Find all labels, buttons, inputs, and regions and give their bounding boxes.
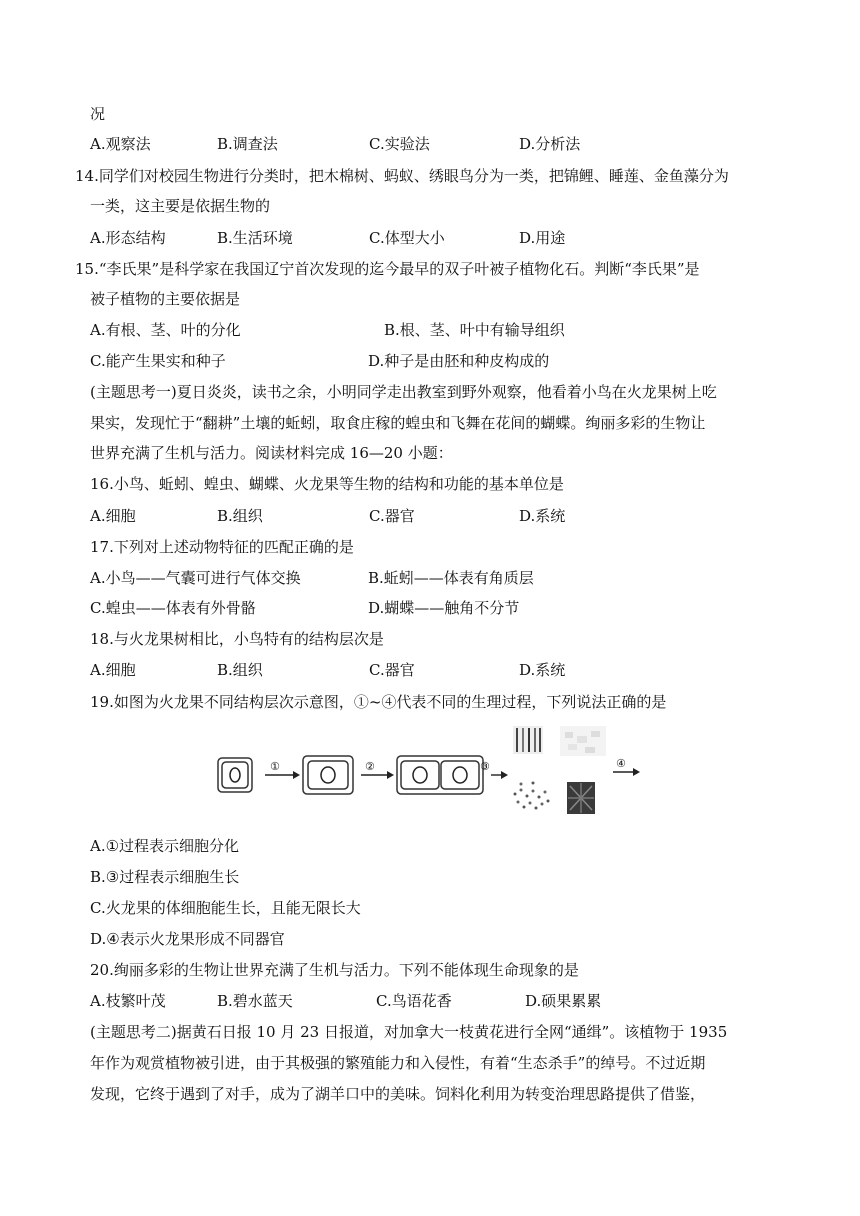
- q17-option-d[interactable]: D.蝴蝶——触角不分节: [368, 599, 520, 617]
- q13-option-a[interactable]: A.观察法: [90, 135, 151, 153]
- q16-option-d[interactable]: D.系统: [519, 507, 566, 525]
- q18-option-a[interactable]: A.细胞: [90, 661, 136, 679]
- q19-option-b[interactable]: B.③过程表示细胞生长: [90, 868, 240, 886]
- q17-stem: 17.下列对上述动物特征的匹配正确的是: [90, 538, 354, 556]
- tissue-dark: [567, 782, 595, 814]
- q16-stem: 16.小鸟、蚯蚓、蝗虫、蝴蝶、火龙果等生物的结构和功能的基本单位是: [90, 475, 564, 493]
- q17-option-c[interactable]: C.蝗虫——体表有外骨骼: [90, 599, 256, 617]
- q16-option-b[interactable]: B.组织: [217, 507, 263, 525]
- q13-option-d[interactable]: D.分析法: [519, 135, 581, 153]
- arrow-2: [361, 760, 394, 779]
- grown-cell: [303, 756, 353, 794]
- q15-option-c[interactable]: C.能产生果实和种子: [90, 352, 226, 370]
- q15-option-a[interactable]: A.有根、茎、叶的分化: [90, 321, 241, 339]
- theme2-line3: 发现，它终于遇到了对手，成为了湖羊口中的美味。饲料化利用为转变治理思路提供了借鉴，: [90, 1085, 706, 1103]
- q18-option-d[interactable]: D.系统: [519, 661, 566, 679]
- q15-option-b[interactable]: B.根、茎、叶中有输导组织: [384, 321, 565, 339]
- q19-option-c[interactable]: C.火龙果的体细胞能生长，且能无限长大: [90, 899, 361, 917]
- q20-option-d[interactable]: D.硕果累累: [525, 992, 602, 1010]
- q13-option-c[interactable]: C.实验法: [369, 135, 430, 153]
- q14-option-a[interactable]: A.形态结构: [90, 229, 166, 247]
- q17-option-a[interactable]: A.小鸟——气囊可进行气体交换: [90, 569, 301, 587]
- q14-option-c[interactable]: C.体型大小: [369, 229, 445, 247]
- q19-option-d[interactable]: D.④表示火龙果形成不同器官: [90, 930, 285, 948]
- arrow-1: [265, 760, 300, 779]
- theme1-line3: 世界充满了生机与活力。阅读材料完成 16—20 小题：: [90, 444, 453, 462]
- q13-continuation: 况: [90, 105, 106, 123]
- tissue-faint: [560, 726, 606, 756]
- q16-option-c[interactable]: C.器官: [369, 507, 415, 525]
- q14-option-b[interactable]: B.生活环境: [217, 229, 293, 247]
- q18-stem: 18.与火龙果树相比，小鸟特有的结构层次是: [90, 630, 384, 648]
- divided-cells: [397, 756, 483, 794]
- q15-option-d[interactable]: D.种子是由胚和种皮构成的: [368, 352, 550, 370]
- diagram-svg: [215, 720, 645, 820]
- q15-stem-line1: 15.“李氏果”是科学家在我国辽宁首次发现的迄今最早的双子叶被子植物化石。判断“李氏果”是: [75, 260, 700, 278]
- q18-option-c[interactable]: C.器官: [369, 661, 415, 679]
- label-2: ②: [365, 760, 375, 773]
- q17-option-b[interactable]: B.蚯蚓——体表有角质层: [368, 569, 534, 587]
- q19-stem: 19.如图为火龙果不同结构层次示意图，①~④代表不同的生理过程，下列说法正确的是: [90, 693, 667, 711]
- q20-option-b[interactable]: B.碧水蓝天: [217, 992, 293, 1010]
- tissue-striped: [513, 726, 543, 754]
- arrow-4: [613, 757, 640, 776]
- tissue-cluster: [513, 726, 606, 814]
- theme2-line2: 年作为观赏植物被引进，由于其极强的繁殖能力和入侵性，有着“生态杀手”的绰号。不过近期: [90, 1054, 706, 1072]
- q18-option-b[interactable]: B.组织: [217, 661, 263, 679]
- q20-option-a[interactable]: A.枝繁叶茂: [90, 992, 166, 1010]
- theme1-line2: 果实，发现忙于“翻耕”土壤的蚯蚓，取食庄稼的蝗虫和飞舞在花间的蝴蝶。绚丽多彩的生物让: [90, 414, 706, 432]
- q14-stem-line1: 14.同学们对校园生物进行分类时，把木棉树、蚂蚁、绣眼鸟分为一类，把锦鲤、睡莲、金鱼藻分为: [75, 167, 729, 185]
- single-cell: [218, 758, 252, 792]
- q19-option-a[interactable]: A.①过程表示细胞分化: [90, 837, 240, 855]
- q13-option-b[interactable]: B.调查法: [217, 135, 278, 153]
- q20-option-c[interactable]: C.鸟语花香: [376, 992, 452, 1010]
- label-4: ④: [616, 757, 626, 770]
- label-1: ①: [270, 760, 280, 773]
- theme1-line1: (主题思考一)夏日炎炎，读书之余，小明同学走出教室到野外观察，他看着小鸟在火龙果树上吃: [90, 383, 717, 401]
- q16-option-a[interactable]: A.细胞: [90, 507, 136, 525]
- q14-option-d[interactable]: D.用途: [519, 229, 566, 247]
- label-3: ③: [480, 760, 490, 773]
- q15-stem-line2: 被子植物的主要依据是: [90, 290, 241, 308]
- q14-stem-line2: 一类，这主要是依据生物的: [90, 197, 271, 215]
- tissue-dotted: [514, 782, 550, 810]
- theme2-line1: (主题思考二)据黄石日报 10 月 23 日报道，对加拿大一枝黄花进行全网“通缉”。该植物于 1935: [90, 1023, 728, 1041]
- arrow-3: [480, 760, 508, 779]
- plant-structure-diagram: [215, 720, 645, 820]
- q20-stem: 20.绚丽多彩的生物让世界充满了生机与活力。下列不能体现生命现象的是: [90, 961, 579, 979]
